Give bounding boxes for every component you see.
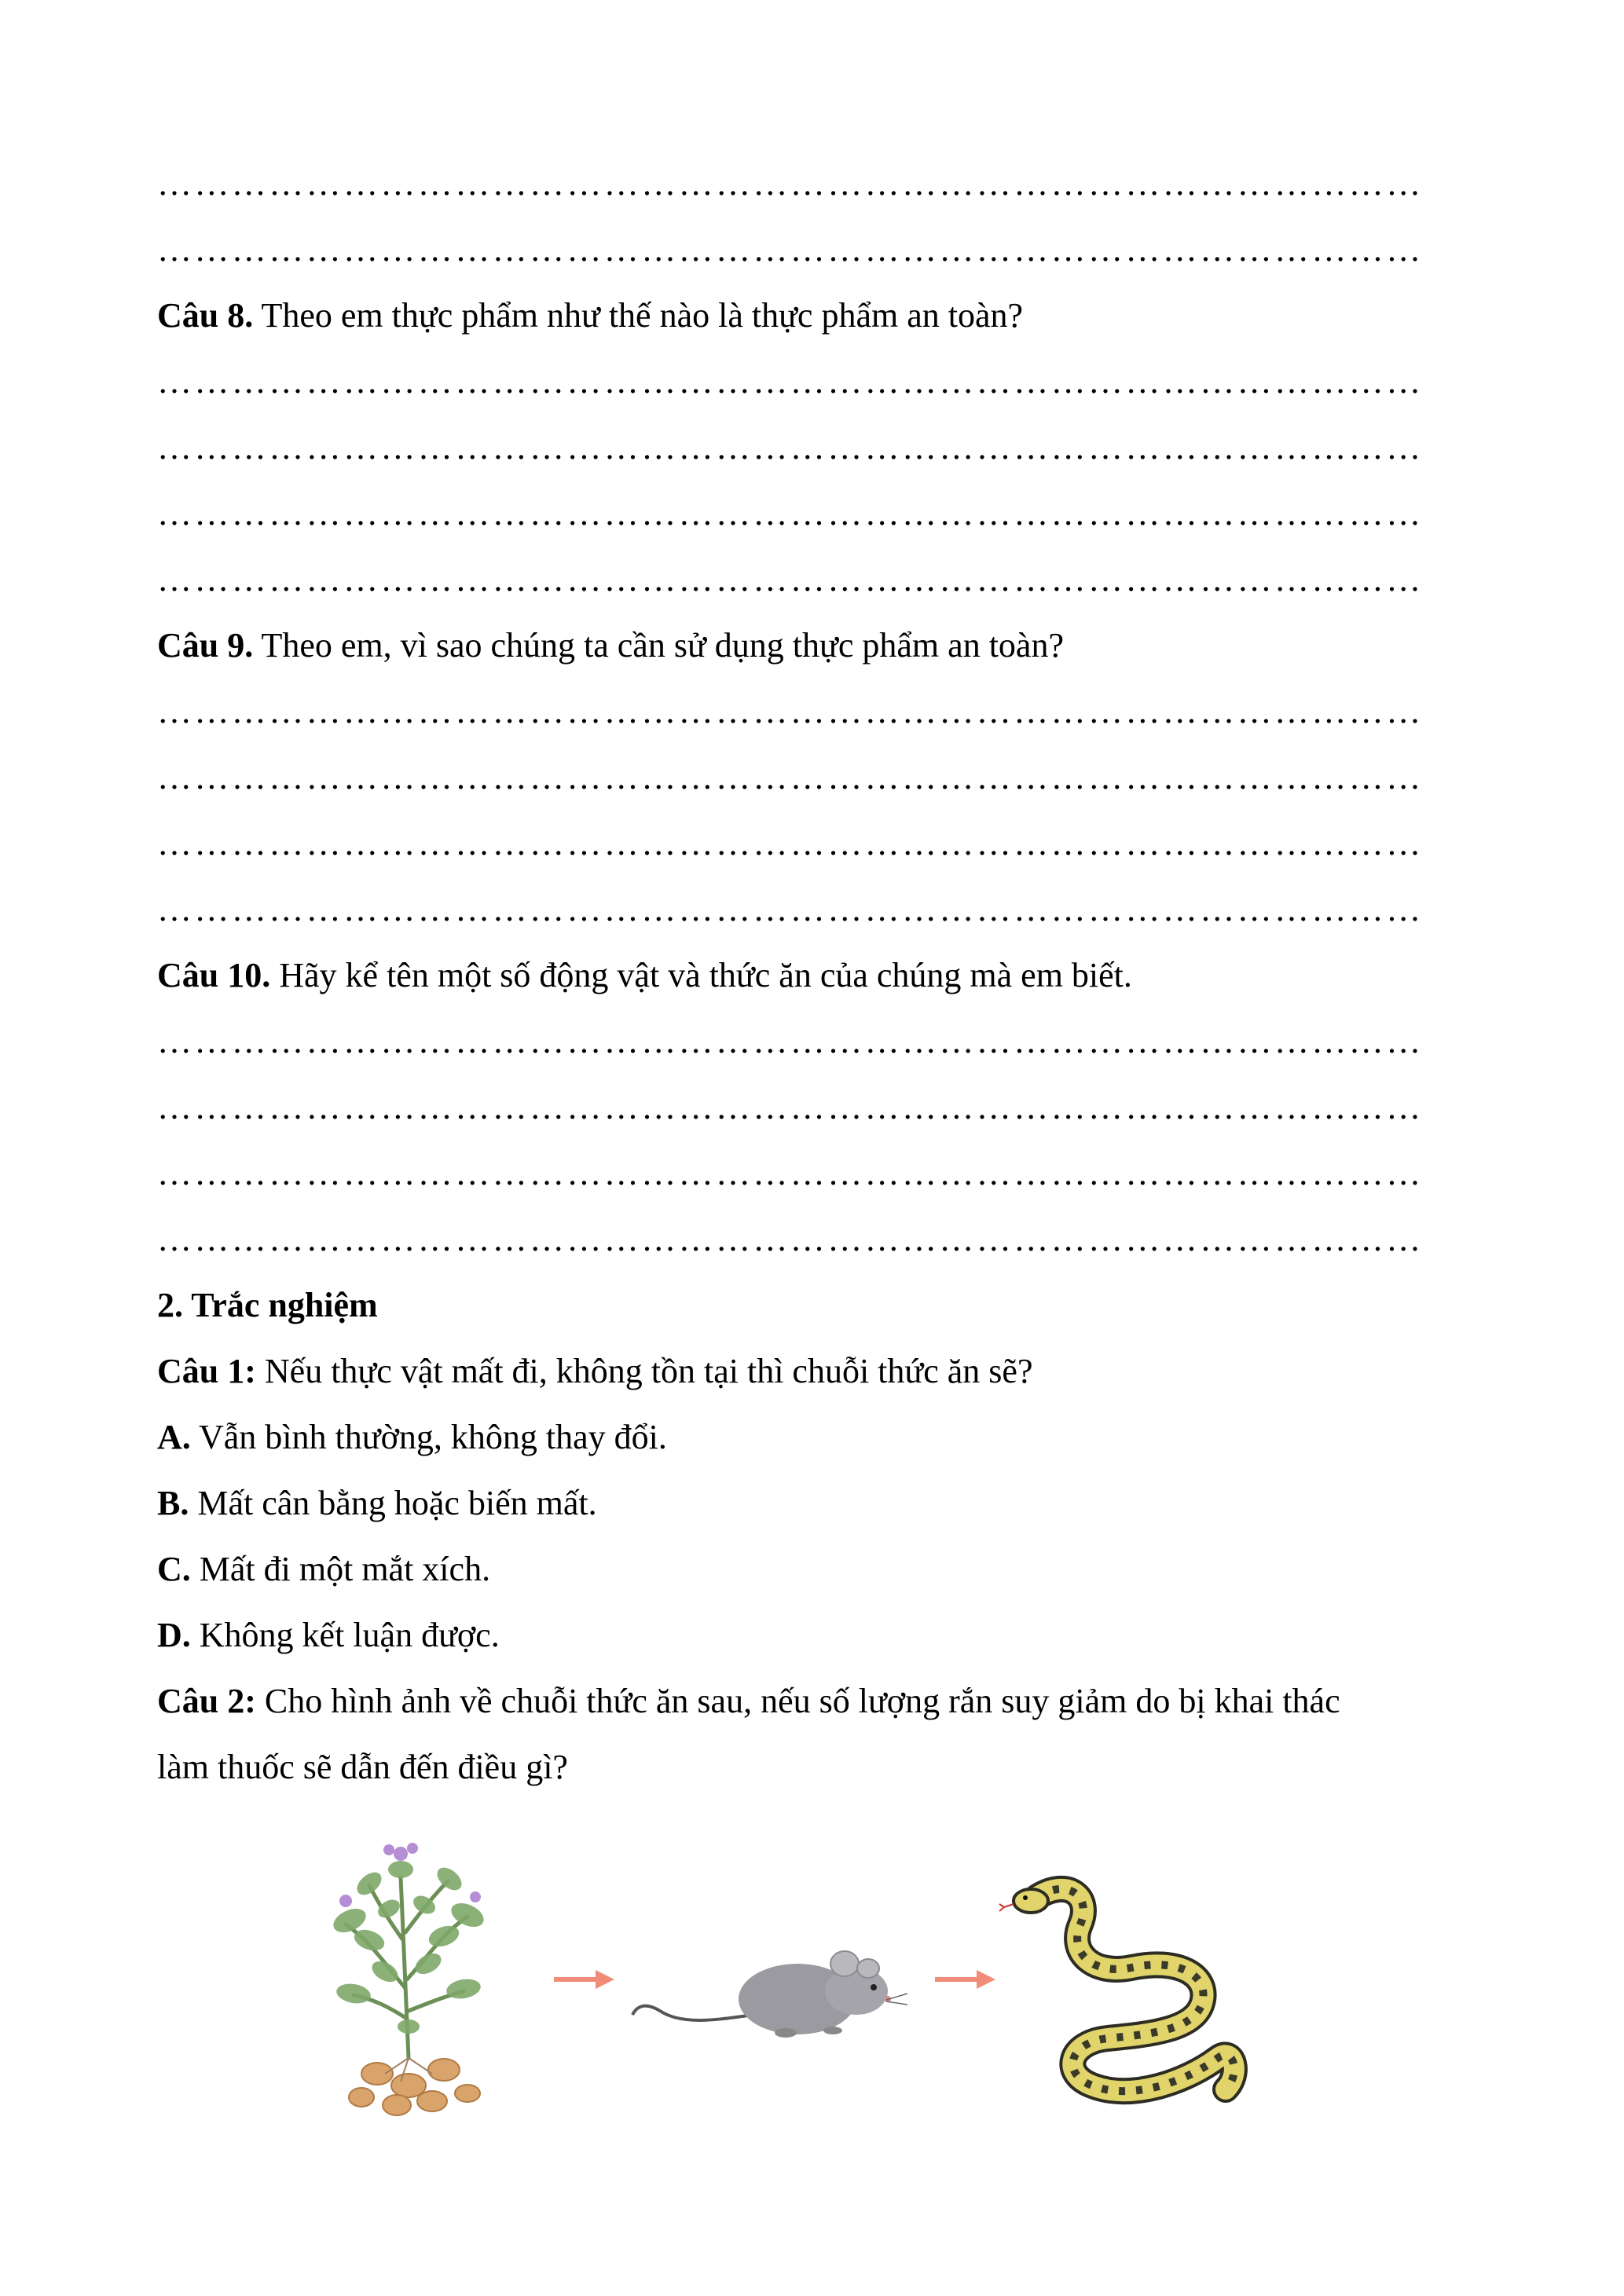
mouse-icon: [632, 1951, 907, 2038]
option-text: Mất đi một mắt xích.: [190, 1550, 491, 1588]
snake-icon: [999, 1889, 1234, 2091]
plant-icon: [330, 1843, 488, 2115]
answer-line: …………………………………………………………………………………………: [157, 494, 1424, 533]
option-letter: D.: [157, 1616, 191, 1654]
answer-line: …………………………………………………………………………………………: [157, 692, 1424, 731]
question-text: Theo em thực phẩm như thế nào là thực phẩm an toàn?: [253, 296, 1024, 335]
option-text: Mất cân bằng hoặc biến mất.: [189, 1484, 597, 1522]
question-label: Câu 1:: [157, 1352, 256, 1390]
question-9: [157, 613, 1477, 679]
question-text: Hãy kể tên một số động vật và thức ăn của chúng mà em biết.: [270, 956, 1132, 994]
question-label: Câu 9.: [157, 626, 254, 665]
worksheet-content: [157, 151, 1477, 1800]
answer-line: …………………………………………………………………………………………: [157, 1022, 1424, 1060]
option-b: [157, 1470, 1477, 1536]
answer-line: …………………………………………………………………………………………: [157, 428, 1424, 467]
option-c: [157, 1536, 1477, 1602]
answer-line: …………………………………………………………………………………………: [157, 362, 1424, 401]
option-text: Vẫn bình thường, không thay đổi.: [190, 1418, 667, 1456]
answer-line: …………………………………………………………………………………………: [157, 824, 1424, 862]
answer-line: …………………………………………………………………………………………: [157, 1088, 1424, 1126]
question-text: Cho hình ảnh về chuỗi thức ăn sau, nếu số lượng rắn suy giảm do bị khai thác: [255, 1682, 1340, 1720]
option-d: [157, 1602, 1477, 1668]
question-8: [157, 283, 1477, 349]
mc-question-1: [157, 1338, 1477, 1404]
answer-line: …………………………………………………………………………………………: [157, 890, 1424, 928]
option-a: [157, 1404, 1477, 1470]
question-label: Câu 8.: [157, 296, 254, 335]
question-text: Theo em, vì sao chúng ta cần sử dụng thực phẩm an toàn?: [253, 626, 1064, 665]
option-text: Không kết luận được.: [190, 1616, 500, 1654]
answer-line: …………………………………………………………………………………………: [157, 1154, 1424, 1192]
answer-line: …………………………………………………………………………………………: [157, 560, 1424, 599]
option-letter: A.: [157, 1418, 191, 1456]
question-label: Câu 2:: [157, 1682, 256, 1720]
question-text: Nếu thực vật mất đi, không tồn tại thì chuỗi thức ăn sẽ?: [255, 1352, 1033, 1390]
answer-line: …………………………………………………………………………………………: [157, 230, 1424, 269]
arrow-right-icon: [554, 1970, 614, 1989]
option-letter: C.: [157, 1550, 191, 1588]
answer-line: …………………………………………………………………………………………: [157, 164, 1424, 203]
arrow-right-icon: [935, 1970, 995, 1989]
mc-question-2: [157, 1668, 1477, 1734]
food-chain-svg: [314, 1822, 1336, 2137]
option-letter: B.: [157, 1484, 189, 1522]
food-chain-figure: [314, 1822, 1336, 2137]
section-title: 2. Trắc nghiệm: [157, 1286, 378, 1324]
question-label: Câu 10.: [157, 956, 271, 994]
mc-question-2-continued: làm thuốc sẽ dẫn đến điều gì?: [157, 1748, 568, 1786]
answer-line: …………………………………………………………………………………………: [157, 758, 1424, 796]
answer-line: …………………………………………………………………………………………: [157, 1220, 1424, 1258]
question-10: [157, 943, 1477, 1009]
